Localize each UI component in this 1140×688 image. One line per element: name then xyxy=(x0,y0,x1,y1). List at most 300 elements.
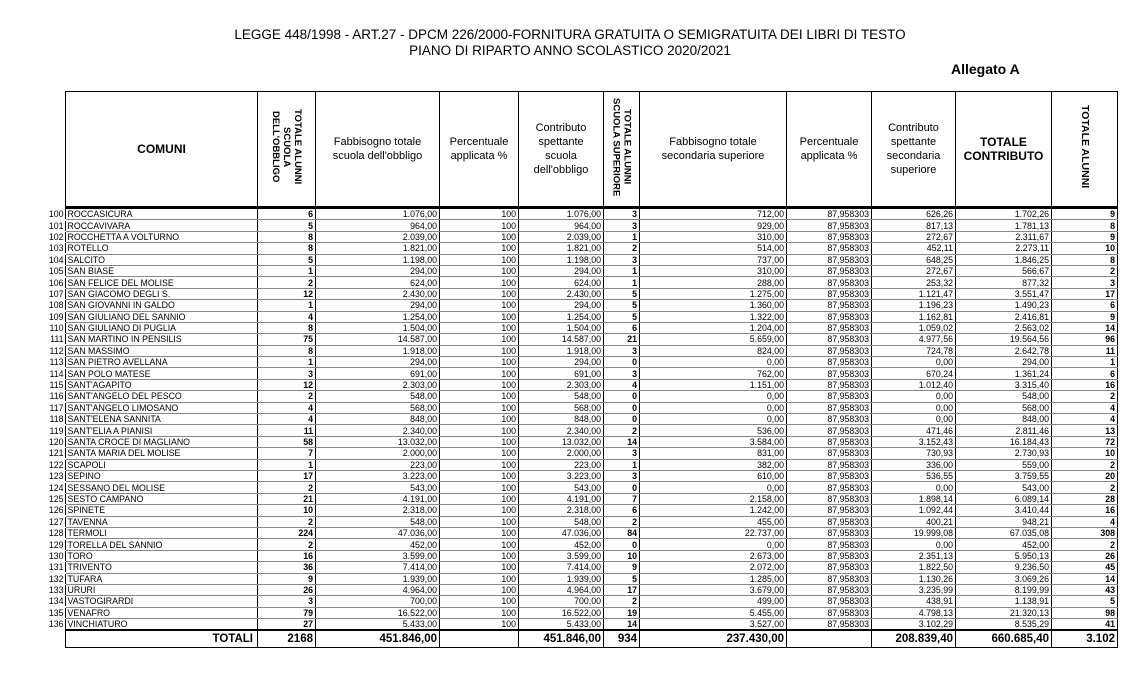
cell-alunni-obbligo: 5 xyxy=(258,254,316,265)
cell-contributo-obbligo: 2.430,00 xyxy=(519,288,604,299)
cell-totale-alunni: 1 xyxy=(1052,357,1118,368)
cell-contributo-superiore: 4.798,13 xyxy=(872,607,956,618)
cell-comune xyxy=(48,493,258,504)
table-row xyxy=(66,425,1118,436)
cell-percentuale: 100 xyxy=(440,345,519,356)
cell-index: 134 xyxy=(48,596,64,607)
cell-percentuale-2: 87,958303 xyxy=(787,357,872,368)
cell-contributo-obbligo: 14.587,00 xyxy=(519,334,604,345)
cell-fabbisogno-superiore: 831,00 xyxy=(640,448,787,459)
cell-alunni-superiore: 17 xyxy=(604,584,640,595)
table-row xyxy=(66,379,1118,390)
cell-fabbisogno-obbligo: 223,00 xyxy=(316,459,440,470)
cell-alunni-obbligo: 8 xyxy=(258,322,316,333)
cell-percentuale-2: 87,958303 xyxy=(787,208,872,220)
cell-contributo-obbligo: 1.254,00 xyxy=(519,311,604,322)
cell-alunni-superiore: 84 xyxy=(604,527,640,538)
cell-fabbisogno-superiore: 3.527,00 xyxy=(640,619,787,631)
cell-comune-name: TAVENNA xyxy=(67,516,108,527)
cell-percentuale-2: 87,958303 xyxy=(787,505,872,516)
cell-contributo-obbligo: 1.198,00 xyxy=(519,254,604,265)
header-alunni-obbligo xyxy=(258,92,316,208)
totals-fabbisogno-obbligo: 451.846,00 xyxy=(316,630,440,648)
cell-index: 104 xyxy=(48,254,64,265)
cell-percentuale-2: 87,958303 xyxy=(787,596,872,607)
cell-totale-contributo: 5.950,13 xyxy=(956,550,1052,561)
cell-index: 130 xyxy=(48,550,64,561)
cell-fabbisogno-obbligo: 568,00 xyxy=(316,402,440,413)
cell-alunni-superiore: 3 xyxy=(604,368,640,379)
cell-totale-alunni: 14 xyxy=(1052,573,1118,584)
cell-alunni-superiore: 2 xyxy=(604,596,640,607)
cell-alunni-obbligo: 21 xyxy=(258,493,316,504)
cell-alunni-superiore: 2 xyxy=(604,243,640,254)
cell-percentuale: 100 xyxy=(440,573,519,584)
cell-totale-contributo: 8.199,99 xyxy=(956,584,1052,595)
cell-index: 129 xyxy=(48,539,64,550)
cell-comune-name: SANT'ELENA SANNITA xyxy=(67,414,161,425)
title-line-2: PIANO DI RIPARTO ANNO SCOLASTICO 2020/2021 xyxy=(409,43,731,58)
header-contributo-superiore: Contributo spettante secondaria superiore xyxy=(872,92,956,208)
cell-comune-name: ROTELLO xyxy=(67,243,109,254)
cell-index: 125 xyxy=(48,493,64,504)
cell-comune xyxy=(48,527,258,539)
cell-percentuale: 100 xyxy=(440,414,519,425)
cell-contributo-superiore: 817,13 xyxy=(872,220,956,231)
cell-percentuale: 100 xyxy=(440,516,519,527)
cell-totale-contributo: 19.564,56 xyxy=(956,334,1052,345)
cell-comune xyxy=(48,607,258,618)
cell-contributo-superiore: 336,00 xyxy=(872,459,956,470)
cell-fabbisogno-obbligo: 7.414,00 xyxy=(316,562,440,573)
cell-percentuale: 100 xyxy=(440,482,519,493)
cell-contributo-superiore: 3.102,29 xyxy=(872,619,956,631)
cell-comune xyxy=(48,300,258,311)
cell-contributo-superiore: 1.162,81 xyxy=(872,311,956,322)
cell-comune xyxy=(48,482,258,493)
cell-percentuale-2: 87,958303 xyxy=(787,550,872,561)
totals-contributo-superiore: 208.839,40 xyxy=(872,630,956,648)
cell-comune-name: SANT'ANGELO LIMOSANO xyxy=(67,402,179,413)
cell-comune xyxy=(49,368,258,379)
cell-index: 115 xyxy=(49,380,64,391)
table-row xyxy=(66,243,1118,254)
cell-contributo-superiore: 670,24 xyxy=(872,368,956,379)
cell-fabbisogno-obbligo: 16.522,00 xyxy=(316,607,440,618)
cell-totale-contributo: 294,00 xyxy=(956,357,1052,368)
cell-fabbisogno-superiore: 3.679,00 xyxy=(640,584,787,595)
cell-percentuale: 100 xyxy=(440,391,519,402)
cell-totale-alunni: 26 xyxy=(1052,550,1118,561)
cell-totale-alunni: 6 xyxy=(1052,368,1118,379)
cell-percentuale-2: 87,958303 xyxy=(787,539,872,550)
cell-percentuale-2: 87,958303 xyxy=(787,243,872,254)
document-title xyxy=(0,27,1140,59)
cell-contributo-obbligo: 1.076,00 xyxy=(519,208,604,220)
cell-fabbisogno-superiore: 762,00 xyxy=(640,368,787,379)
cell-comune-name: SAN MASSIMO xyxy=(67,345,130,356)
cell-fabbisogno-obbligo: 1.504,00 xyxy=(316,322,440,333)
cell-alunni-superiore: 21 xyxy=(604,334,640,345)
cell-percentuale-2: 87,958303 xyxy=(787,277,872,288)
cell-comune xyxy=(48,448,258,459)
table-row xyxy=(66,459,1118,470)
cell-alunni-obbligo: 4 xyxy=(258,311,316,322)
table-row xyxy=(66,505,1118,516)
cell-index: 113 xyxy=(49,357,64,368)
cell-totale-alunni: 11 xyxy=(1052,345,1118,356)
cell-index: 110 xyxy=(49,323,64,334)
cell-fabbisogno-superiore: 712,00 xyxy=(640,208,787,220)
cell-comune xyxy=(48,505,258,516)
cell-totale-alunni: 2 xyxy=(1052,539,1118,550)
cell-totale-contributo: 1.781,13 xyxy=(956,220,1052,231)
cell-contributo-obbligo: 624,00 xyxy=(519,277,604,288)
cell-alunni-obbligo: 1 xyxy=(258,459,316,470)
cell-fabbisogno-superiore: 1.360,00 xyxy=(640,300,787,311)
cell-comune xyxy=(48,619,258,631)
cell-percentuale-2: 87,958303 xyxy=(787,584,872,595)
cell-totale-alunni: 5 xyxy=(1052,596,1118,607)
cell-contributo-superiore: 0,00 xyxy=(872,357,956,368)
cell-percentuale: 100 xyxy=(440,425,519,436)
cell-alunni-superiore: 5 xyxy=(604,311,640,322)
cell-contributo-obbligo: 452,00 xyxy=(519,539,604,550)
cell-comune-name: SANT'ANGELO DEL PESCO xyxy=(67,391,182,402)
cell-alunni-superiore: 19 xyxy=(604,607,640,618)
cell-fabbisogno-superiore: 1.204,00 xyxy=(640,322,787,333)
cell-percentuale: 100 xyxy=(440,436,519,447)
cell-fabbisogno-obbligo: 548,00 xyxy=(316,516,440,527)
cell-contributo-superiore: 1.822,50 xyxy=(872,562,956,573)
cell-comune-name: ROCCHETTA A VOLTURNO xyxy=(67,231,180,242)
cell-totale-alunni: 41 xyxy=(1052,619,1118,631)
table-row xyxy=(66,322,1118,333)
cell-index: 106 xyxy=(48,277,64,288)
cell-totale-contributo: 1.846,25 xyxy=(956,254,1052,265)
cell-contributo-obbligo: 543,00 xyxy=(519,482,604,493)
cell-alunni-superiore: 3 xyxy=(604,345,640,356)
table-row xyxy=(66,368,1118,379)
cell-alunni-obbligo: 1 xyxy=(258,300,316,311)
cell-alunni-obbligo: 26 xyxy=(258,584,316,595)
cell-fabbisogno-obbligo: 13.032,00 xyxy=(316,436,440,447)
cell-fabbisogno-obbligo: 848,00 xyxy=(316,414,440,425)
cell-contributo-obbligo: 4.191,00 xyxy=(519,493,604,504)
cell-contributo-superiore: 0,00 xyxy=(872,482,956,493)
cell-index: 132 xyxy=(48,573,64,584)
cell-totale-contributo: 3.410,44 xyxy=(956,505,1052,516)
totals-contributo-obbligo: 451.846,00 xyxy=(519,630,604,648)
cell-percentuale: 100 xyxy=(440,208,519,220)
cell-comune xyxy=(48,265,258,277)
cell-totale-alunni: 2 xyxy=(1052,265,1118,276)
table-row xyxy=(66,539,1118,550)
cell-percentuale-2: 87,958303 xyxy=(787,345,872,356)
cell-alunni-obbligo: 1 xyxy=(258,357,316,368)
cell-alunni-obbligo: 224 xyxy=(258,527,316,538)
cell-fabbisogno-obbligo: 294,00 xyxy=(316,265,440,276)
cell-comune-name: TERMOLI xyxy=(67,528,107,539)
cell-comune-name: SESSANO DEL MOLISE xyxy=(67,482,165,493)
header-alunni-superiore-label: TOTALE ALUNNI SCUOLA SUPERIORE xyxy=(610,97,633,197)
cell-contributo-superiore: 1.130,26 xyxy=(872,573,956,584)
cell-fabbisogno-obbligo: 691,00 xyxy=(316,368,440,379)
cell-percentuale: 100 xyxy=(440,584,519,595)
cell-alunni-superiore: 14 xyxy=(604,436,640,447)
cell-alunni-superiore: 5 xyxy=(604,573,640,584)
cell-comune xyxy=(48,584,258,596)
cell-fabbisogno-superiore: 929,00 xyxy=(640,220,787,231)
cell-fabbisogno-obbligo: 1.918,00 xyxy=(316,345,440,356)
header-percentuale-2: Percentuale applicata % xyxy=(787,92,872,208)
cell-alunni-obbligo: 2 xyxy=(258,277,316,288)
cell-percentuale: 100 xyxy=(440,505,519,516)
cell-index: 123 xyxy=(48,471,64,482)
cell-index: 100 xyxy=(48,209,64,220)
cell-alunni-superiore: 0 xyxy=(604,539,640,550)
header-fabbisogno-obbligo: Fabbisogno totale scuola dell'obbligo xyxy=(316,92,440,208)
cell-alunni-obbligo: 16 xyxy=(258,550,316,561)
cell-alunni-obbligo: 4 xyxy=(258,414,316,425)
cell-comune xyxy=(49,414,258,425)
cell-fabbisogno-superiore: 288,00 xyxy=(640,277,787,288)
cell-alunni-obbligo: 8 xyxy=(258,231,316,242)
cell-percentuale: 100 xyxy=(440,300,519,311)
cell-contributo-obbligo: 4.964,00 xyxy=(519,584,604,595)
cell-fabbisogno-obbligo: 548,00 xyxy=(316,391,440,402)
cell-percentuale: 100 xyxy=(440,243,519,254)
table-row xyxy=(66,414,1118,425)
cell-index: 133 xyxy=(48,585,64,596)
cell-alunni-obbligo: 4 xyxy=(258,402,316,413)
cell-contributo-obbligo: 700,00 xyxy=(519,596,604,607)
cell-alunni-obbligo: 1 xyxy=(258,265,316,276)
cell-contributo-superiore: 0,00 xyxy=(872,414,956,425)
cell-totale-alunni: 8 xyxy=(1052,220,1118,231)
cell-fabbisogno-obbligo: 4.191,00 xyxy=(316,493,440,504)
totals-totale-contributo: 660.685,40 xyxy=(956,630,1052,648)
table-row xyxy=(66,493,1118,504)
cell-comune-name: ROCCASICURA xyxy=(67,209,133,220)
cell-percentuale-2: 87,958303 xyxy=(787,379,872,390)
table-row xyxy=(66,277,1118,288)
cell-comune-name: VINCHIATURO xyxy=(67,619,128,630)
cell-contributo-obbligo: 2.303,00 xyxy=(519,379,604,390)
cell-index: 122 xyxy=(48,459,64,470)
cell-percentuale: 100 xyxy=(440,254,519,265)
cell-alunni-obbligo: 36 xyxy=(258,562,316,573)
cell-fabbisogno-superiore: 1.275,00 xyxy=(640,288,787,299)
cell-alunni-superiore: 3 xyxy=(604,448,640,459)
cell-totale-contributo: 67.035,08 xyxy=(956,527,1052,538)
cell-percentuale: 100 xyxy=(440,550,519,561)
cell-totale-alunni: 9 xyxy=(1052,208,1118,220)
cell-totale-alunni: 2 xyxy=(1052,391,1118,402)
header-totale-alunni xyxy=(1052,92,1118,208)
cell-contributo-superiore: 1.121,47 xyxy=(872,288,956,299)
cell-contributo-obbligo: 16.522,00 xyxy=(519,607,604,618)
cell-comune xyxy=(48,459,258,470)
cell-percentuale: 100 xyxy=(440,596,519,607)
header-alunni-superiore xyxy=(604,92,640,208)
cell-contributo-superiore: 2.351,13 xyxy=(872,550,956,561)
cell-contributo-obbligo: 964,00 xyxy=(519,220,604,231)
cell-percentuale: 100 xyxy=(440,527,519,538)
cell-contributo-obbligo: 13.032,00 xyxy=(519,436,604,447)
cell-contributo-superiore: 4.977,56 xyxy=(872,334,956,345)
cell-contributo-obbligo: 294,00 xyxy=(519,357,604,368)
cell-percentuale-2: 87,958303 xyxy=(787,288,872,299)
cell-alunni-obbligo: 12 xyxy=(258,288,316,299)
cell-comune-name: SANTA MARIA DEL MOLISE xyxy=(67,448,181,459)
cell-alunni-superiore: 1 xyxy=(604,277,640,288)
cell-comune xyxy=(49,402,258,413)
cell-index: 107 xyxy=(48,288,64,299)
cell-fabbisogno-obbligo: 294,00 xyxy=(316,300,440,311)
cell-percentuale-2: 87,958303 xyxy=(787,527,872,538)
cell-comune-name: SANTA CROCE DI MAGLIANO xyxy=(67,437,191,447)
cell-fabbisogno-superiore: 824,00 xyxy=(640,345,787,356)
cell-fabbisogno-superiore: 3.584,00 xyxy=(640,436,787,447)
cell-percentuale-2: 87,958303 xyxy=(787,436,872,447)
table-row xyxy=(66,402,1118,413)
cell-percentuale: 100 xyxy=(440,562,519,573)
totals-totale-alunni: 3.102 xyxy=(1052,630,1118,648)
cell-alunni-superiore: 0 xyxy=(604,402,640,413)
cell-totale-alunni: 308 xyxy=(1052,527,1118,538)
cell-comune-name: SAN BIASE xyxy=(67,266,114,277)
cell-fabbisogno-superiore: 1.242,00 xyxy=(640,505,787,516)
cell-totale-alunni: 8 xyxy=(1052,254,1118,265)
cell-percentuale: 100 xyxy=(440,334,519,345)
table-row xyxy=(66,619,1118,631)
cell-percentuale-2: 87,958303 xyxy=(787,493,872,504)
table-row xyxy=(66,448,1118,459)
cell-alunni-superiore: 3 xyxy=(604,220,640,231)
cell-alunni-superiore: 3 xyxy=(604,470,640,481)
cell-totale-contributo: 543,00 xyxy=(956,482,1052,493)
table-row xyxy=(66,596,1118,607)
cell-comune-name: SAN FELICE DEL MOLISE xyxy=(67,277,174,288)
cell-percentuale-2: 87,958303 xyxy=(787,619,872,631)
table-row xyxy=(66,288,1118,299)
cell-alunni-superiore: 0 xyxy=(604,414,640,425)
cell-index: 121 xyxy=(48,448,64,459)
table-row xyxy=(66,550,1118,561)
cell-totale-contributo: 877,32 xyxy=(956,277,1052,288)
cell-contributo-obbligo: 548,00 xyxy=(519,516,604,527)
cell-comune xyxy=(49,379,258,391)
cell-fabbisogno-superiore: 0,00 xyxy=(640,482,787,493)
cell-fabbisogno-obbligo: 2.318,00 xyxy=(316,505,440,516)
cell-comune-name: SAN MARTINO IN PENSILIS xyxy=(67,334,182,345)
cell-alunni-obbligo: 11 xyxy=(258,425,316,436)
cell-index: 136 xyxy=(48,619,64,630)
cell-contributo-superiore: 3.152,43 xyxy=(872,436,956,447)
cell-comune-name: TORO xyxy=(67,550,93,561)
cell-index: 127 xyxy=(48,516,64,527)
cell-alunni-obbligo: 12 xyxy=(258,379,316,390)
cell-contributo-obbligo: 2.318,00 xyxy=(519,505,604,516)
cell-totale-alunni: 10 xyxy=(1052,448,1118,459)
table-row xyxy=(66,357,1118,368)
table-row xyxy=(66,311,1118,322)
cell-percentuale: 100 xyxy=(440,322,519,333)
cell-fabbisogno-obbligo: 1.821,00 xyxy=(316,243,440,254)
cell-fabbisogno-superiore: 382,00 xyxy=(640,459,787,470)
cell-contributo-obbligo: 294,00 xyxy=(519,265,604,276)
cell-index: 128 xyxy=(48,528,64,539)
cell-fabbisogno-superiore: 22.737,00 xyxy=(640,527,787,538)
cell-totale-contributo: 3.069,26 xyxy=(956,573,1052,584)
cell-percentuale: 100 xyxy=(440,311,519,322)
cell-totale-contributo: 2.311,67 xyxy=(956,231,1052,242)
cell-totale-alunni: 28 xyxy=(1052,493,1118,504)
cell-contributo-superiore: 471,46 xyxy=(872,425,956,436)
cell-alunni-superiore: 0 xyxy=(604,391,640,402)
table-row xyxy=(66,208,1118,220)
cell-comune xyxy=(48,562,258,573)
cell-alunni-obbligo: 17 xyxy=(258,470,316,481)
cell-totale-contributo: 2.416,81 xyxy=(956,311,1052,322)
cell-contributo-superiore: 0,00 xyxy=(872,391,956,402)
cell-fabbisogno-superiore: 1.322,00 xyxy=(640,311,787,322)
cell-contributo-obbligo: 691,00 xyxy=(519,368,604,379)
cell-totale-alunni: 16 xyxy=(1052,379,1118,390)
cell-comune-name: SAN POLO MATESE xyxy=(67,368,151,379)
cell-contributo-superiore: 730,93 xyxy=(872,448,956,459)
cell-contributo-superiore: 0,00 xyxy=(872,539,956,550)
cell-alunni-superiore: 2 xyxy=(604,425,640,436)
cell-percentuale-2: 87,958303 xyxy=(787,516,872,527)
cell-comune-name: VASTOGIRARDI xyxy=(67,596,134,607)
cell-fabbisogno-obbligo: 624,00 xyxy=(316,277,440,288)
cell-totale-alunni: 14 xyxy=(1052,322,1118,333)
cell-comune-name: TORELLA DEL SANNIO xyxy=(67,539,163,550)
cell-fabbisogno-superiore: 499,00 xyxy=(640,596,787,607)
cell-comune xyxy=(49,425,258,436)
cell-totale-alunni: 4 xyxy=(1052,516,1118,527)
cell-contributo-superiore: 1.898,14 xyxy=(872,493,956,504)
cell-comune xyxy=(48,220,258,231)
title-line-1: LEGGE 448/1998 - ART.27 - DPCM 226/2000-FORNITURA GRATUITA O SEMIGRATUITA DEI LIBRI DI TESTO xyxy=(234,27,906,42)
cell-comune xyxy=(48,436,258,447)
cell-percentuale-2: 87,958303 xyxy=(787,448,872,459)
cell-fabbisogno-superiore: 1.285,00 xyxy=(640,573,787,584)
cell-alunni-obbligo: 3 xyxy=(258,596,316,607)
cell-comune xyxy=(48,277,258,288)
table-row xyxy=(66,470,1118,481)
cell-comune xyxy=(48,288,258,299)
cell-percentuale: 100 xyxy=(440,539,519,550)
table-row xyxy=(66,607,1118,618)
cell-percentuale-2: 87,958303 xyxy=(787,482,872,493)
cell-totale-contributo: 559,00 xyxy=(956,459,1052,470)
cell-alunni-obbligo: 27 xyxy=(258,619,316,631)
cell-contributo-superiore: 1.012,40 xyxy=(872,379,956,390)
cell-index: 101 xyxy=(48,220,64,231)
cell-contributo-superiore: 724,78 xyxy=(872,345,956,356)
cell-percentuale: 100 xyxy=(440,277,519,288)
cell-comune-name: SEPINO xyxy=(67,471,101,482)
cell-contributo-obbligo: 568,00 xyxy=(519,402,604,413)
header-percentuale: Percentuale applicata % xyxy=(440,92,519,208)
cell-totale-contributo: 8.535,29 xyxy=(956,619,1052,631)
cell-percentuale: 100 xyxy=(440,288,519,299)
cell-fabbisogno-obbligo: 3.223,00 xyxy=(316,470,440,481)
cell-percentuale: 100 xyxy=(440,368,519,379)
